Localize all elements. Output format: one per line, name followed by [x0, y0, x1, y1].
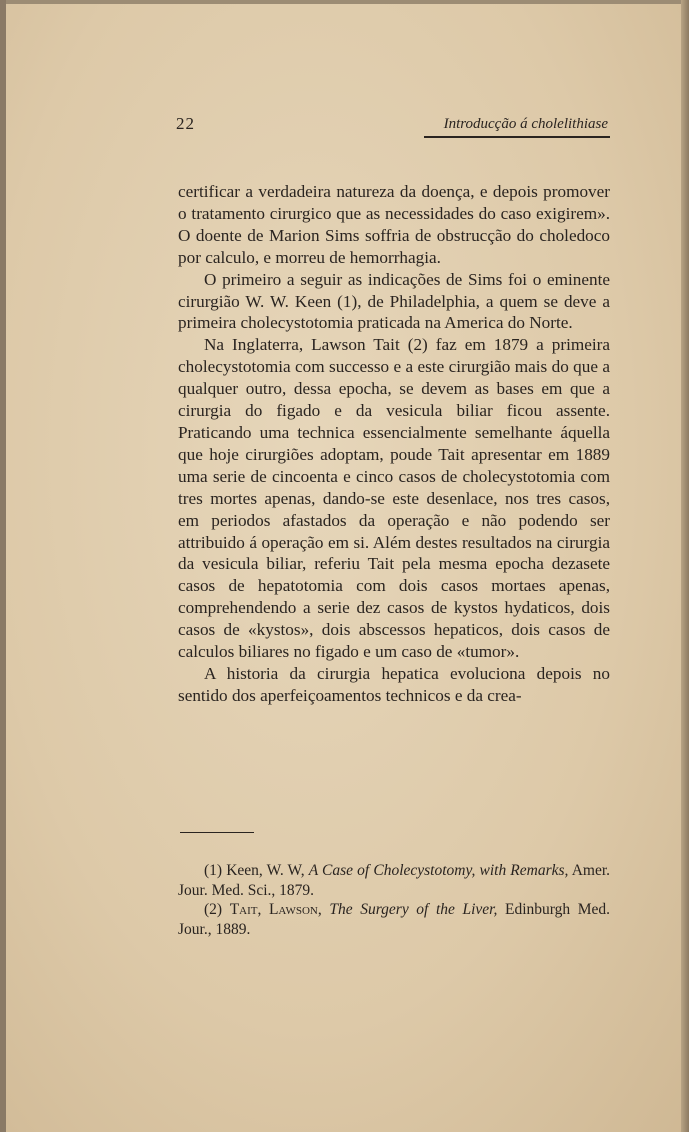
- paragraph-2: O primeiro a seguir as indicações de Sims foi o eminente cirurgião W. W. Keen (1), de Philadelphia, a quem se deve a primeira cholecystotomia praticada na America do Norte.: [178, 269, 610, 333]
- footnote-2-marker: (2): [204, 901, 223, 918]
- footnote-1: [178, 861, 610, 900]
- footnote-1-marker: (1): [204, 862, 223, 879]
- paragraph-3: Na Inglaterra, Lawson Tait (2) faz em 1879 a primeira cholecystotomia com successo e a este cirurgião mais do que a qualquer outro, dessa epocha, se devem as bases em que a cirurgia do figado e da vesicula biliar ficou assente. Praticando uma technica essencialmente semelhante áquella que hoje cirurgiões adoptam, poude Tait apresentar em 1889 uma serie de cincoenta e cinco casos de cholecystotomia com tres mortes apenas, dando-se este desenlace, nos tres casos, em periodos afastados da operação e não podendo ser attribuido á operação em si. Além destes resultados na cirurgia da vesicula biliar, referiu Tait pela mesma epocha dezasete casos de hepatotomia com dois casos mortaes apenas, comprehendendo a serie dez casos de kystos hydaticos, dois casos de «kystos», dois abscessos hepaticos, dois casos de calculos biliares no figado e um caso de «tumor».: [178, 335, 610, 662]
- footnote-2-author: Tait, Lawson,: [229, 901, 322, 918]
- page-number: 22: [176, 114, 195, 133]
- paragraph-4: A historia da cirurgia hepatica evoluciona depois no sentido dos aperfeiçoamentos technicos e da crea-: [178, 663, 610, 705]
- footnote-2-source: Edinburgh Med. Jour., 1889.: [178, 901, 611, 938]
- paragraph-1: certificar a verdadeira natureza da doença, e depois promover o tratamento cirurgico que as necessidades do caso exigirem». O doente de Marion Sims soffria de obstrucção do choledoco por calculo, e morreu de hemorrhagia.: [178, 182, 610, 267]
- footnote-rule: [180, 832, 254, 833]
- page-header: [176, 114, 610, 138]
- running-title: Introducção á cholelithiase: [443, 116, 608, 132]
- footnote-1-source: Amer. Jour. Med. Sci., 1879.: [178, 862, 610, 899]
- footnote-1-author: Keen, W. W,: [226, 862, 305, 879]
- page-right-edge: [681, 0, 689, 1132]
- header-rule: [424, 136, 610, 138]
- page-left-edge: [0, 0, 6, 1132]
- footnote-2: [178, 900, 610, 939]
- body-text: [178, 181, 610, 707]
- footnote-2-title: The Surgery of the Liver,: [329, 901, 498, 918]
- page-top-edge: [0, 0, 689, 4]
- footnote-1-title: A Case of Cholecystotomy, with Remarks,: [308, 862, 569, 879]
- footnotes: [178, 861, 610, 939]
